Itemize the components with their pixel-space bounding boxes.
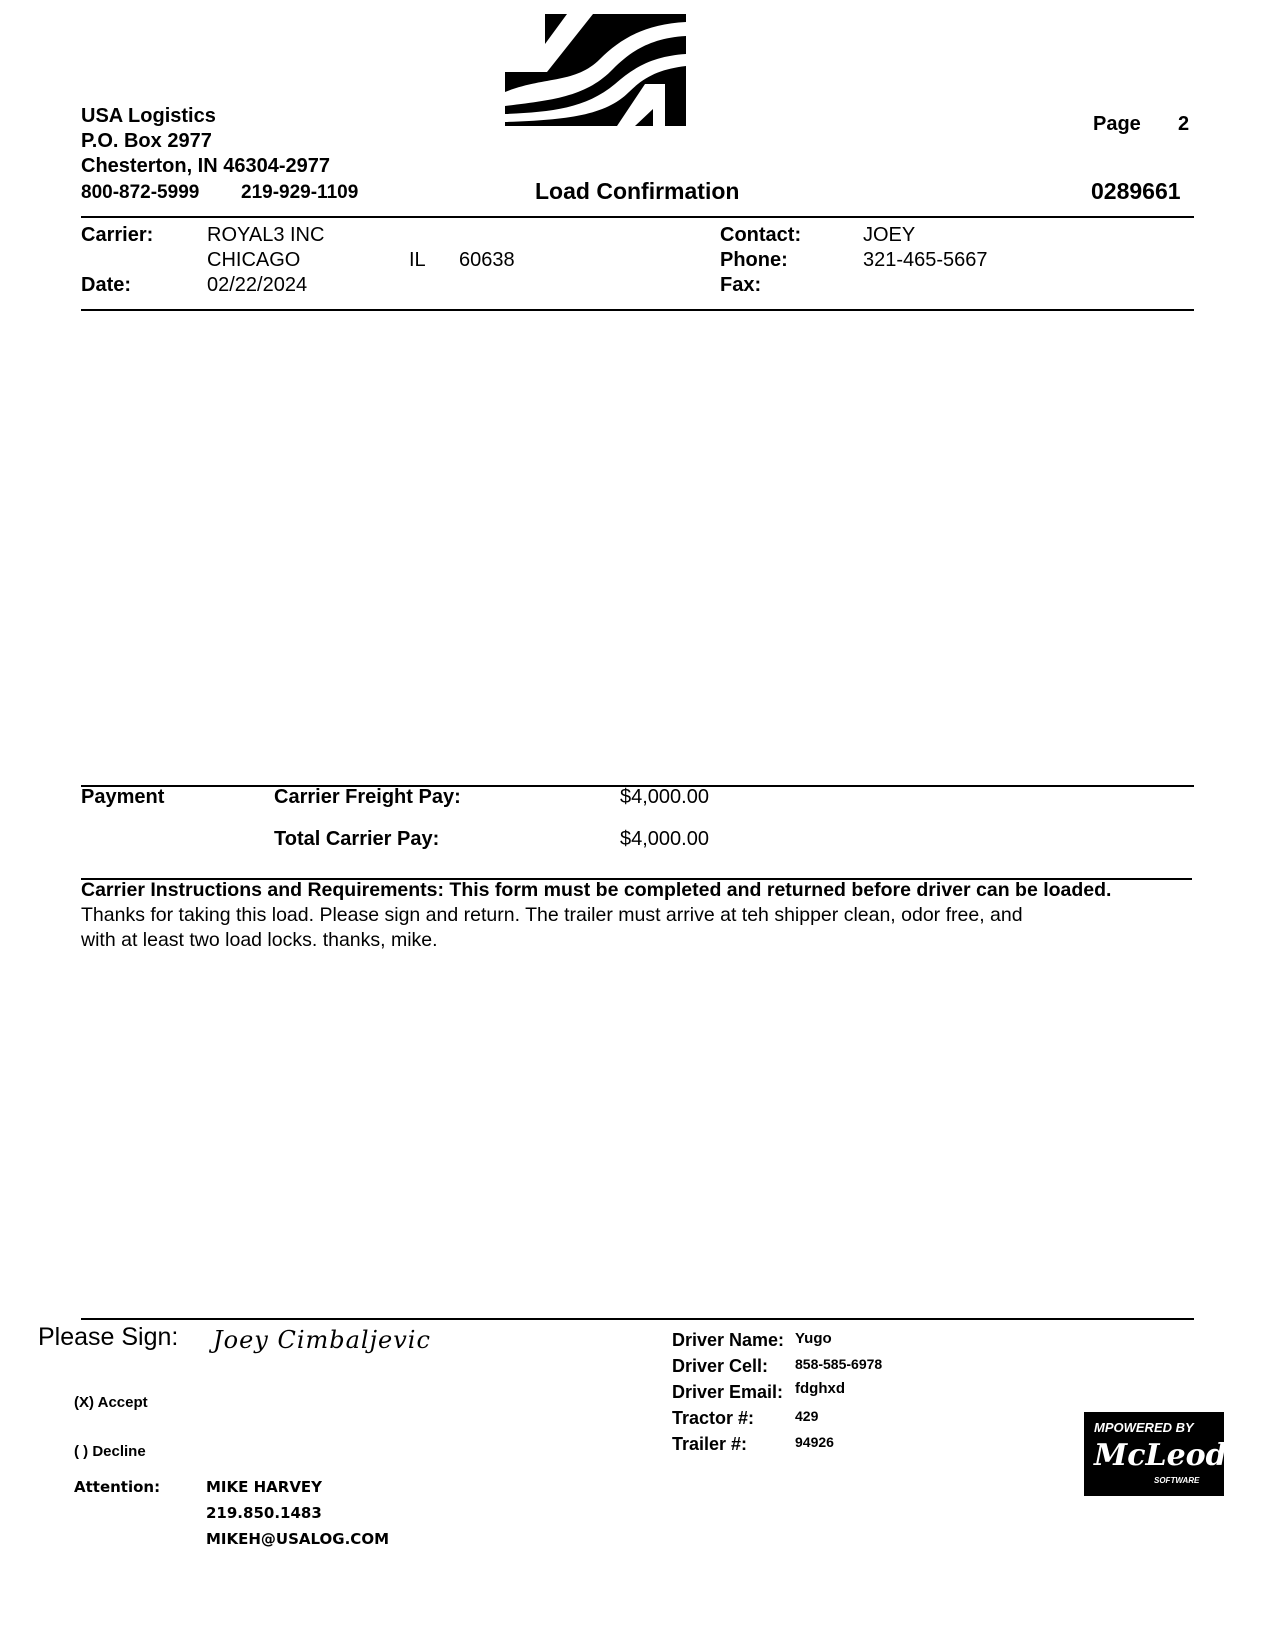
instructions-line-2: with at least two load locks. thanks, mike. (81, 929, 438, 951)
payment-section-label: Payment (81, 786, 165, 808)
freight-pay-label: Carrier Freight Pay: (274, 786, 461, 808)
attention-label: Attention: (74, 1478, 161, 1496)
driver-name-label: Driver Name: (672, 1330, 785, 1350)
date-value: 02/22/2024 (207, 274, 308, 296)
page-number: 2 (1178, 113, 1190, 135)
usa-logistics-logo (505, 14, 686, 126)
mcleod-badge-line1: MPOWERED BY (1094, 1420, 1194, 1435)
freight-pay-value: $4,000.00 (620, 786, 709, 808)
carrier-name: ROYAL3 INC (207, 224, 325, 246)
phone-label: Phone: (720, 249, 788, 271)
company-po-box: P.O. Box 2977 (81, 130, 212, 152)
instructions-heading: Carrier Instructions and Requirements: This form must be completed and returned before driver can be loaded. (81, 879, 1112, 901)
company-phone-1: 800-872-5999 (81, 182, 200, 203)
page-label: Page (1093, 113, 1141, 135)
carrier-city: CHICAGO (207, 249, 301, 271)
accept-option[interactable]: (X) Accept (74, 1394, 148, 1411)
contact-value: JOEY (863, 224, 916, 246)
header-divider (81, 216, 1194, 218)
trailer-label: Trailer #: (672, 1434, 748, 1454)
phone-value: 321-465-5667 (863, 249, 988, 271)
carrier-label: Carrier: (81, 224, 154, 246)
total-pay-value: $4,000.00 (620, 828, 709, 850)
attention-email: MIKEH@USALOG.COM (206, 1530, 389, 1548)
load-number: 0289661 (1091, 178, 1181, 204)
driver-name-value: Yugo (795, 1330, 832, 1347)
tractor-label: Tractor #: (672, 1408, 755, 1428)
mcleod-sub: SOFTWARE (1154, 1476, 1200, 1485)
driver-email-value: fdghxd (795, 1380, 845, 1397)
carrier-state: IL (409, 249, 426, 271)
company-name: USA Logistics (81, 105, 216, 127)
carrier-divider (81, 309, 1194, 311)
mcleod-badge (1084, 1412, 1227, 1496)
fax-label: Fax: (720, 274, 762, 296)
attention-phone: 219.850.1483 (206, 1504, 322, 1522)
mcleod-brand: McLeod (1094, 1438, 1227, 1473)
signature-divider (81, 1318, 1194, 1320)
contact-label: Contact: (720, 224, 802, 246)
driver-email-label: Driver Email: (672, 1382, 784, 1402)
date-label: Date: (81, 274, 132, 296)
driver-cell-value: 858-585-6978 (795, 1356, 883, 1372)
decline-option[interactable]: ( ) Decline (74, 1443, 146, 1460)
signature-text: Joey Cimbaljevic (213, 1326, 431, 1354)
attention-name: MIKE HARVEY (206, 1478, 323, 1496)
tractor-value: 429 (795, 1408, 819, 1424)
please-sign-label: Please Sign: (38, 1323, 179, 1351)
total-pay-label: Total Carrier Pay: (274, 828, 440, 850)
carrier-zip: 60638 (459, 249, 515, 271)
company-phone-2: 219-929-1109 (241, 182, 359, 203)
company-city-state-zip: Chesterton, IN 46304-2977 (81, 155, 331, 177)
instructions-line-1: Thanks for taking this load. Please sign and return. The trailer must arrive at teh shipper clean, odor free, and (81, 904, 1023, 926)
document-title: Load Confirmation (535, 178, 740, 204)
trailer-value: 94926 (795, 1434, 834, 1450)
driver-cell-label: Driver Cell: (672, 1356, 769, 1376)
